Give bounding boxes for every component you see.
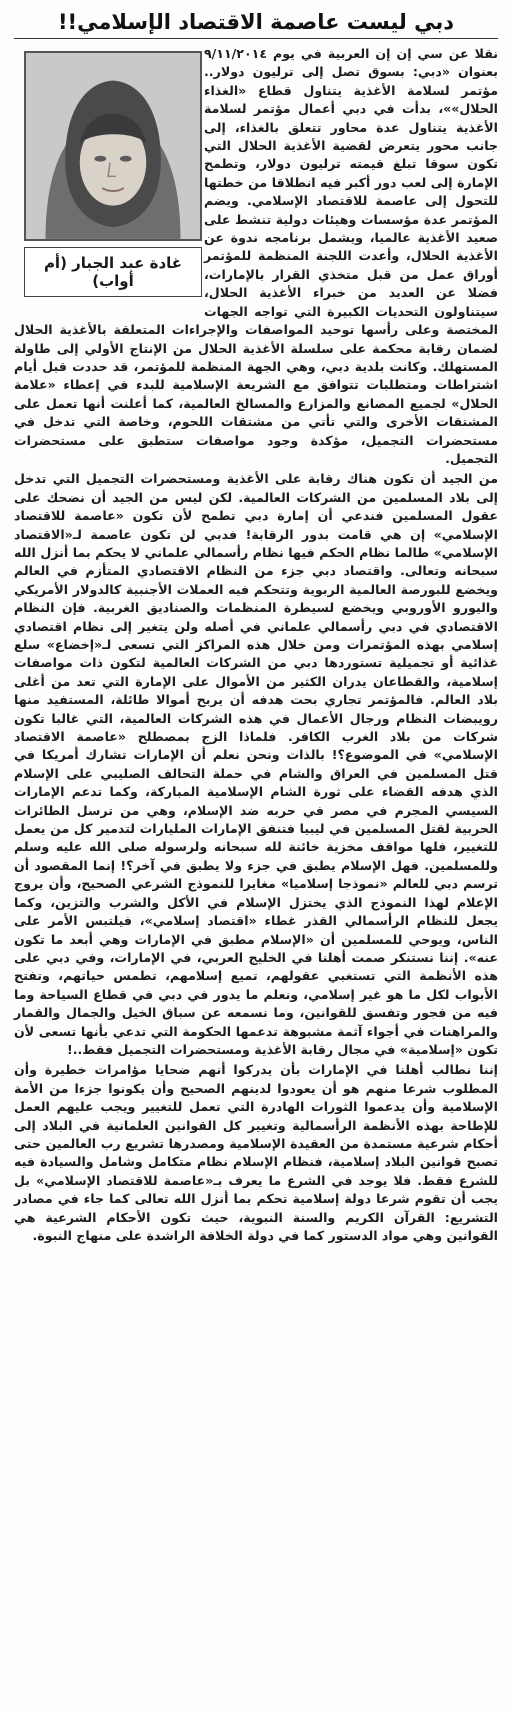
author-portrait-image	[26, 53, 200, 239]
article-body	[14, 39, 498, 1245]
author-caption: غادة عبد الجبار (أم أواب)	[24, 247, 202, 297]
paragraph-1: نقلا عن سي إن إن العربية في يوم ٩/١١/٢٠١٤ بعنوان «دبي: بسوق تصل إلى ترليون دولار.. مؤتمر لسلامة الأغذية يتناول قطاع «الغذاء الحلال»»، بدأت في دبي أعمال مؤتمر لسلامة الأغذية يتناول عدة محاور تتعلق بالغذاء، إلى جانب محور يتعرض لقضية الأغذية الحلال التي تكون سوقا تبلغ قيمته ترليون دولار، وتطمح الإمارة إلى لعب دور أكبر فيه انطلاقا من خطتها للتحول إلى عاصمة للاقتصاد الإسلامي. ويضم المؤتمر عدة مؤسسات وهيئات دولية تنشط على صعيد الأغذية عالميا، ويشمل برنامجه ندوة عن الأغذية الحلال، وأعدت اللجنة المنظمة للمؤتمر أوراق عمل من قبل متخذي القرار بالإمارات، فضلا عن العديد من خبراء الأغذية الحلال، سيتناولون التحديات الكبيرة التي تواجه الجهات المختصة وعلى رأسها توحيد المواصفات والإجراءات المتعلقة بالأغذية الحلال لضمان رقابة محكمة على سلسلة الأغذية الحلال من الإنتاج الأولي إلى طاولة المستهلك. وكانت بلدية دبي، وهي الجهة المنظمة للمؤتمر، قد حددت قبل أيام اشتراطات ومتطلبات تتوافق مع الشريعة الإسلامية للبدء في إعطاء «علامة الحلال» لجميع المصانع والمزارع والمسالخ العالمية، كما أعلنت أنها تعمل على المشتقات الأخرى والتي تأتي من مشتقات اللحوم، وخاصة التي تدخل في مستحضرات التجميل، مؤكدة وجود مواصفات ستطبق على مستحضرات التجميل.	[14, 46, 498, 466]
author-photo-box	[24, 51, 202, 297]
article-title: دبي ليست عاصمة الاقتصاد الإسلامي!!	[14, 4, 498, 39]
author-photo	[24, 51, 202, 241]
paragraph-2: من الجيد أن تكون هناك رقابة على الأغذية ومستحضرات التجميل التي تدخل إلى بلاد المسلمين من الشركات العالمية. لكن ليس من الجيد أن نضحك على عقول المسلمين فندعي أن إمارة دبي تطمح لأن تكون «عاصمة للاقتصاد الإسلامي» إن هي قامت بدور الرقابة! فدبي لن تكون عاصمة لـ«الاقتصاد الإسلامي» طالما نظام الحكم فيها نظام رأسمالي علماني لا يحكم بما أنزل الله سبحانه وتعالى. واقتصاد دبي جزء من النظام الاقتصادي المتأزم في العالم ويخضع للبورصة العالمية الربوية وتتحكم فيه العملات الأجنبية كالدولار الأمريكي واليورو الأوروبي ويخضع لسيطرة المنظمات والصناديق الغربية. فإن النظام الاقتصادي في دبي رأسمالي علماني في أصله ولن يتغير إلى نظام اقتصادي إسلامي بهذه المؤتمرات ومن خلال هذه المراكز التي تسعى لـ«إخضاع» سلع غذائية أو تجميلية تستوردها دبي من الشركات العالمية لتكون ذات مواصفات إسلامية، والقطاعان يدران الكثير من الأموال على الإمارة التي تعد من أغلى بلاد العالم. فالمؤتمر تجاري بحت هدفه أن يربح أموالا طائلة، المستفيد منها رويبضات النظام ورجال الأعمال في هذه الشركات العالمية، التي غالبا تكون شركات من بلاد الغرب الكافر. فلماذا الزج بمصطلح «عاصمة الاقتصاد الإسلامي» في الموضوع؟! بالذات ونحن نعلم أن الإمارات تشارك أمريكا في قتل المسلمين في العراق والشام في حملة التحالف الصليبي على الإسلام الذي هدفه القضاء على ثورة الشام الإسلامية المباركة، وكما تدعم الإمارات السيسي المجرم في مصر في حربه ضد الإسلام، وهي من ترسل الطائرات الحربية لقتل المسلمين في ليبيا فتنفق الإمارات المليارات لتدمير كل من يعمل للتغيير، فلها مواقف مخزية خائنة لله سبحانه ولرسوله صلى الله عليه وسلم وللمسلمين. فهل الإسلام يطبق في جزء ولا يطبق في آخر؟! إنما المقصود أن ترسم دبي للعالم «نموذجا إسلاميا» مغايرا للنموذج الشرعي الصحيح، وأن يروج الإعلام لهذا النموذج الذي يختزل الإسلام في الأكل والشرب والتزين، وكما يجعل للنظام الرأسمالي القذر غطاء «اقتصاد إسلامي»، فيلتبس الأمر على الناس، ويوحي للمسلمين أن «الإسلام مطبق في الإمارات وهي أبعد ما تكون عنه». إننا نستنكر صمت أهلنا في الخليج العربي، في الإمارات، وفي دبي على هذه الأنظمة التي تستغبي عقولهم، تميع إسلامهم، تطمس حياتهم، وتفتح الأبواب لكل ما هو غير إسلامي، ونعلم ما يدور في دبي في قطاع السياحة وما فيه من فجور وتفسق للقوانين، وما نسمعه عن سباق الخيل والجمال والقمار والمراهنات في أجواء آثمة مشبوهة تدعمها الحكومة التي تدعي بأنها تسعى لأن تكون «إسلامية» في مجال رقابة الأغذية ومستحضرات التجميل فقط..!	[14, 471, 498, 1057]
paragraph-3: إننا نطالب أهلنا في الإمارات بأن يدركوا أنهم ضحايا مؤامرات خطيرة وأن المطلوب شرعا منهم هو أن يعودوا لدينهم الصحيح وأن يكونوا جزءا من الأمة الإسلامية وأن يدعموا الثورات الهادرة التي تعمل للتغيير ويجب عليهم العمل للإطاحة بهذه الأنظمة الرأسمالية وتغيير كل القوانين العلمانية في البلاد إلى أحكام شرعية مستمدة من العقيدة الإسلامية ومصدرها تشريع رب العالمين حتى تصبح قوانين البلاد إسلامية، فنظام الإسلام نظام متكامل وشامل والسيادة فيه للشرع فقط. فلا يوجد في الشرع ما يعرف بـ«عاصمة للاقتصاد الإسلامي» بل يجب أن تقوم شرعا دولة إسلامية تحكم بما أنزل الله تعالى كما جاء في مصادر التشريع: القرآن الكريم والسنة النبوية، حيث تكون الأحكام الشرعية هي القوانين وهي مواد الدستور كما في دولة الخلافة الراشدة على منهاج النبوة.	[14, 1062, 498, 1243]
